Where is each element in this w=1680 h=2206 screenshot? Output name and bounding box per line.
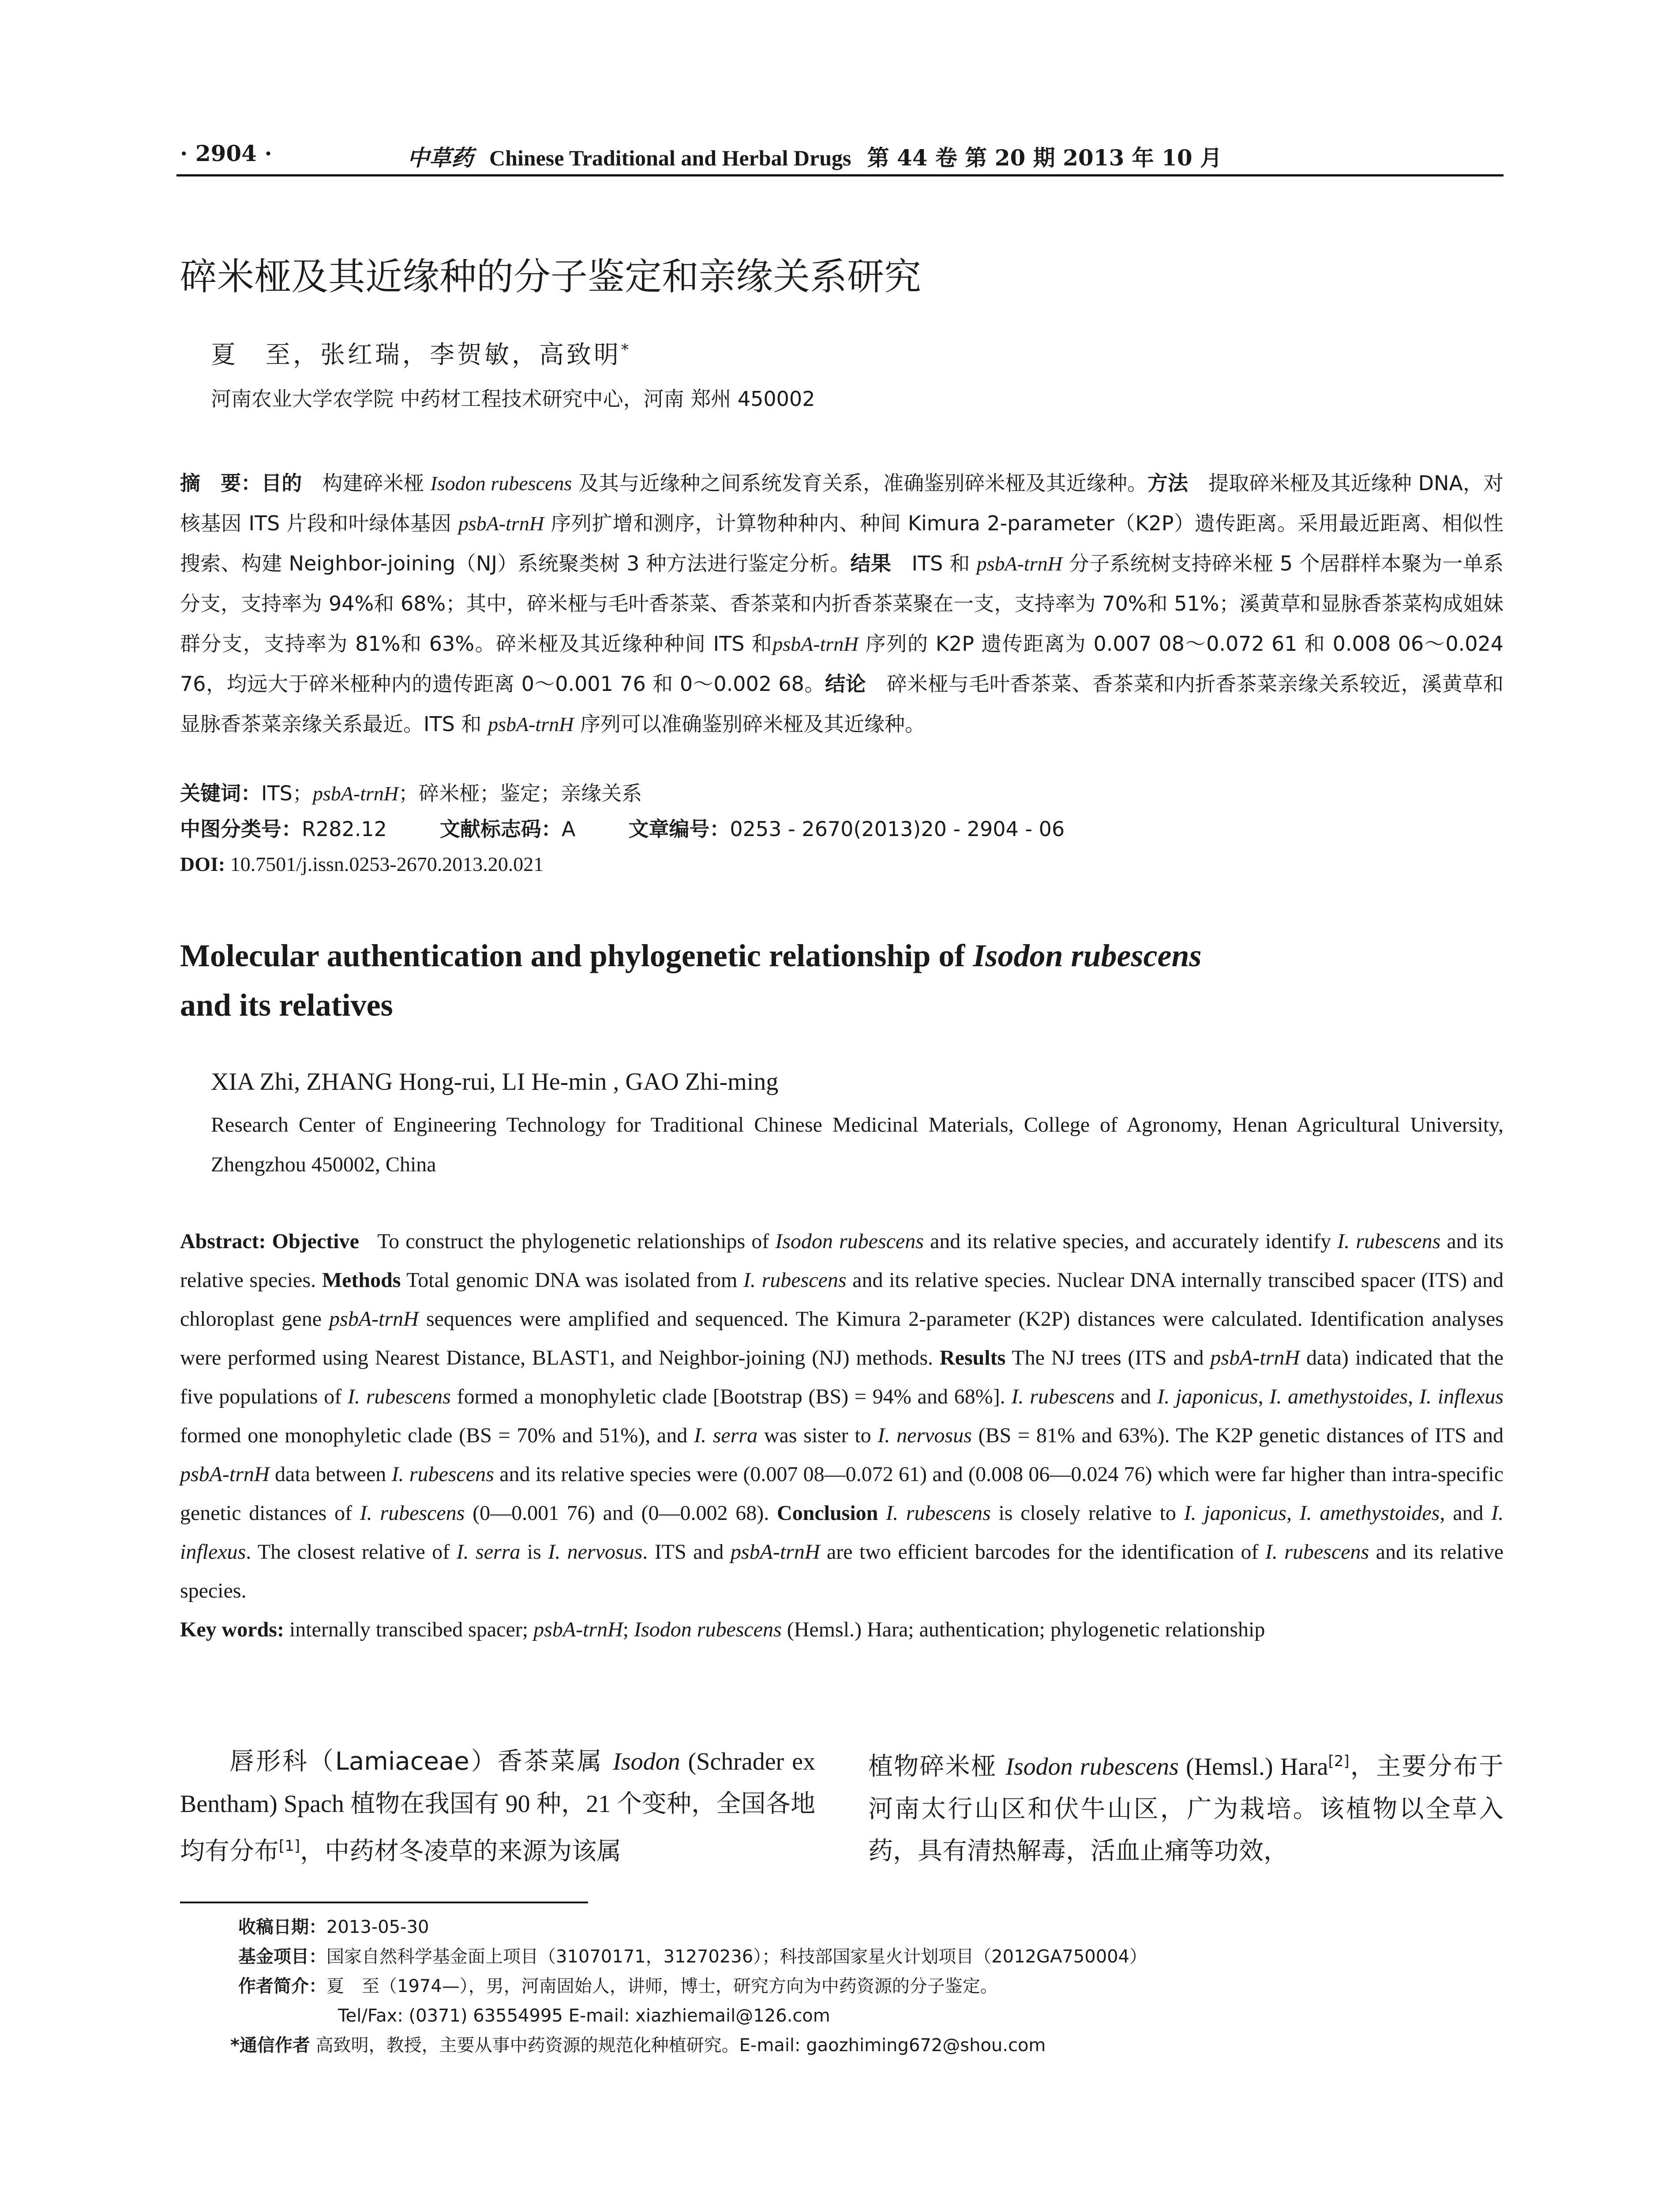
species-name: I. rubescens <box>360 1501 465 1525</box>
clc-label: 中图分类号： <box>180 817 302 841</box>
methods-label-cn: 方法 <box>1147 471 1189 495</box>
abstract-en-text: . The closest relative of <box>246 1540 457 1564</box>
clc-value: R282.12 <box>302 817 387 841</box>
abstract-en-text: and its relative species. Nuclear DNA internally transcibed spacer (ITS) and chloroplast gene <box>180 1268 1504 1331</box>
conclusion-label-en: Conclusion <box>776 1501 878 1525</box>
abstract-en-text: was sister to <box>758 1424 878 1447</box>
abstract-en-text: (BS = 81% and 63%). The K2P genetic distances of ITS and <box>971 1424 1504 1447</box>
body-text: ，中药材冬凌草的来源为该属 <box>300 1837 622 1866</box>
footnote-rule <box>180 1902 588 1903</box>
species-name: Isodon rubescens <box>775 1230 924 1253</box>
footnotes <box>230 1913 1500 2060</box>
title-en-text: Molecular authentication and phylogenetic relationship of <box>180 938 973 973</box>
keywords-cn <box>180 776 1504 811</box>
abstract-en-text: data) indicated that the five populations of <box>180 1346 1504 1408</box>
abstract-en-text: are two efficient barcodes for the identification of <box>820 1540 1265 1564</box>
abstract-en-text: and its relative species were (0.007 08—0.072 61) and (0.008 06—0.024 76) which were far higher than intra-specific genetic distances of <box>180 1463 1504 1525</box>
species-name: I. rubescens <box>1265 1540 1369 1564</box>
species-name: Isodon rubescens <box>973 938 1202 973</box>
gene-name: psbA-trnH <box>730 1540 820 1564</box>
page-number: · 2904 · <box>180 140 272 166</box>
footnote-value: 2013-05-30 <box>326 1917 429 1937</box>
species-name: I. inflexus <box>180 1501 1504 1564</box>
body-text: 唇形科（Lamiaceae）香茶菜属 <box>229 1747 613 1776</box>
species-name: I. nervosus <box>878 1424 972 1447</box>
gene-name: psbA-trnH <box>180 1463 270 1486</box>
body-column-left <box>180 1741 815 1873</box>
doi-value: 10.7501/j.issn.0253-2670.2013.20.021 <box>230 853 544 875</box>
species-name: I. serra <box>694 1424 758 1447</box>
classification-line <box>180 811 1504 847</box>
abstract-cn-text: 及其与近缘种之间系统发育关系，准确鉴别碎米桠及其近缘种。 <box>572 471 1148 495</box>
objective-label-cn: 目的 <box>261 471 302 495</box>
abstract-cn-text: 序列可以准确鉴别碎米桠及其近缘种。 <box>574 712 925 736</box>
footnote-corresponding <box>230 2031 1500 2060</box>
abstract-en-text: , <box>1408 1385 1419 1408</box>
keyword-en: ; <box>622 1618 634 1641</box>
abstract-cn-text: 序列扩增和测序，计算物种种内、种间 Kimura 2-parameter（K2P）遗传距离。采用最近距离、相似性搜索、构建 Neighbor-joining（NJ）系统聚类树 3 种方法进行鉴定分析。 <box>180 511 1504 575</box>
abstract-cn-text: 构建碎米桠 <box>322 471 431 495</box>
body-text: 植物碎米桠 <box>868 1752 1006 1781</box>
journal-name-en: Chinese Traditional and Herbal Drugs <box>489 146 851 170</box>
keyword-gene: psbA-trnH <box>533 1618 623 1641</box>
keyword: ；碎米桠；鉴定；亲缘关系 <box>398 781 642 805</box>
gene-name: psbA-trnH <box>329 1307 419 1331</box>
journal-line <box>407 140 1222 172</box>
abstract-en-text: is closely relative to <box>990 1501 1184 1525</box>
keyword: ITS； <box>261 781 313 805</box>
abstract-en-text: , <box>1258 1385 1270 1408</box>
abstract-en-text: and its relative species. <box>180 1230 1504 1292</box>
results-label-cn: 结果 <box>850 552 892 575</box>
abstract-en-text: Total genomic DNA was isolated from <box>401 1268 743 1292</box>
abstract-en-text: and its relative species, and accurately identify <box>923 1230 1338 1253</box>
corresponding-mark: * <box>621 341 631 359</box>
abstract-cn-text: 碎米桠与毛叶香茶菜、香茶菜和内折香茶菜亲缘关系较近，溪黄草和显脉香茶菜亲缘关系最近。ITS 和 <box>180 672 1504 736</box>
species-name: I. amethystoides <box>1299 1501 1440 1525</box>
species-name: I. rubescens <box>1011 1385 1115 1408</box>
footnote-label: *通信作者 <box>230 2035 310 2056</box>
abstract-en-text: data between <box>269 1463 392 1486</box>
abstract-cn-text: 分子系统树支持碎米桠 5 个居群样本聚为一单系分支，支持率为 94%和 68%；其中，碎米桠与毛叶香茶菜、香茶菜和内折香茶菜聚在一支，支持率为 70%和 51%；溪黄草和显脉香茶菜构成姐妹群分支，支持率为 81%和 63%。碎米桠及其近缘种种间 ITS 和 <box>180 552 1504 656</box>
abstract-en-text: sequences were amplified and sequenced. The Kimura 2-parameter (K2P) distances were calculated. Identification analyses were performed using Nearest Distance, BLAST1, and Neighbor-joining (NJ) methods. <box>180 1307 1504 1369</box>
title-cn: 碎米桠及其近缘种的分子鉴定和亲缘关系研究 <box>180 255 922 298</box>
abstract-cn-text: ITS 和 <box>911 552 977 575</box>
species-name: Isodon rubescens <box>1005 1753 1179 1781</box>
footnote-author <box>238 1972 1500 2001</box>
footnote-label: 作者简介： <box>238 1976 326 1996</box>
authors-en: XIA Zhi, ZHANG Hong-rui, LI He-min , GAO Zhi-ming <box>211 1068 779 1095</box>
species-name: I. inflexus <box>1419 1385 1504 1408</box>
keyword-en: internally transcibed spacer; <box>284 1618 534 1641</box>
header-rule <box>176 174 1504 176</box>
title-en <box>180 931 1504 1030</box>
abstract-en-text: The NJ trees (ITS and <box>1005 1346 1211 1369</box>
body-text: (Hemsl.) Hara <box>1178 1753 1328 1781</box>
footnote-label: 基金项目： <box>238 1947 326 1967</box>
species-name: I. rubescens <box>1337 1230 1441 1253</box>
affiliation-en: Research Center of Engineering Technology for Traditional Chinese Medicinal Materials, College of Agronomy, Henan Agricultural University, Zhengzhou 450002, China <box>211 1113 1504 1176</box>
abstract-en-text: , <box>1286 1501 1300 1525</box>
objective-label-en: Abstract: Objective <box>180 1230 359 1253</box>
authors-cn <box>211 335 631 371</box>
footnote-value: 夏 至（1974—），男，河南固始人，讲师，博士，研究方向为中药资源的分子鉴定。 <box>326 1976 998 1996</box>
species-name: I. serra <box>456 1540 521 1564</box>
article-meta <box>180 776 1504 882</box>
journal-issue: 第 44 卷 第 20 期 2013 年 10 月 <box>867 145 1222 171</box>
gene-name: psbA-trnH <box>488 713 574 735</box>
article-number-value: 0253 - 2670(2013)20 - 2904 - 06 <box>730 817 1065 841</box>
abstract-en-text: formed a monophyletic clade [Bootstrap (BS) = 94% and 68%]. <box>450 1385 1012 1408</box>
gene-name: psbA-trnH <box>772 633 859 655</box>
keyword-gene: psbA-trnH <box>312 782 399 805</box>
body-text: ，主要分布于河南太行山区和伏牛山区，广为栽培。该植物以全草入药，具有清热解毒，活血止痛等功效， <box>868 1752 1504 1865</box>
citation-ref: [2] <box>1328 1752 1350 1770</box>
body-column-right <box>868 1741 1504 1872</box>
gene-name: psbA-trnH <box>1210 1346 1300 1369</box>
doi-line <box>180 847 1504 882</box>
title-en-text: and its relatives <box>180 987 393 1023</box>
abstract-en-text: To construct the phylogenetic relationships of <box>377 1230 776 1253</box>
doc-code-label: 文献标志码： <box>439 817 562 841</box>
species-name: I. rubescens <box>886 1501 991 1525</box>
footnote-received <box>238 1913 1500 1942</box>
doi-label: DOI: <box>180 853 225 875</box>
abstract-en-text: . ITS and <box>642 1540 731 1564</box>
body-text: (Schrader ex Bentham) Spach 植物在我国有 90 种，21 个变种，全国各地均有分布 <box>180 1748 815 1865</box>
conclusion-label-cn: 结论 <box>825 672 866 696</box>
keywords-en-label: Key words: <box>180 1618 284 1641</box>
authors-cn-names: 夏 至，张红瑞，李贺敏，高致明 <box>211 341 621 369</box>
footnote-contact: Tel/Fax: (0371) 63554995 E-mail: xiazhiemail@126.com <box>338 2006 830 2026</box>
footnote-value: 国家自然科学基金面上项目（31070171，31270236）；科技部国家星火计划项目（2012GA750004） <box>326 1947 1148 1967</box>
species-name: I. japonicus <box>1184 1501 1286 1525</box>
gene-name: psbA-trnH <box>976 552 1062 575</box>
doc-code-value: A <box>561 817 576 841</box>
article-number-label: 文章编号： <box>628 817 730 841</box>
abstract-en <box>180 1222 1504 1649</box>
running-header <box>180 140 1504 176</box>
citation-ref: [1] <box>279 1837 300 1855</box>
species-name: I. rubescens <box>743 1268 847 1292</box>
abstract-en-text <box>878 1501 886 1525</box>
results-label-en: Results <box>939 1346 1006 1369</box>
species-name: I. nervosus <box>548 1540 643 1564</box>
methods-label-en: Methods <box>322 1268 401 1292</box>
footnote-value: 高致明，教授，主要从事中药资源的规范化种植研究。E-mail: gaozhiming672@shou.com <box>310 2035 1046 2056</box>
keyword-en: (Hemsl.) Hara; authentication; phylogenetic relationship <box>781 1618 1265 1641</box>
footnote-label: 收稿日期： <box>238 1917 326 1937</box>
affiliation-cn: 河南农业大学农学院 中药材工程技术研究中心，河南 郑州 450002 <box>211 387 815 411</box>
gene-name: psbA-trnH <box>458 512 544 535</box>
species-name: I. rubescens <box>391 1463 494 1486</box>
abstract-cn <box>180 463 1504 744</box>
species-name: Isodon rubescens <box>430 472 572 495</box>
abstract-en-text: , and <box>1440 1501 1492 1525</box>
abstract-cn-text: 提取碎米桠及其近缘种 DNA，对核基因 ITS 片段和叶绿体基因 <box>180 471 1504 535</box>
abstract-en-text: (0—0.001 76) and (0—0.002 68). <box>465 1501 777 1525</box>
abstract-en-text: is <box>520 1540 548 1564</box>
footnote-fund <box>238 1942 1500 1972</box>
abstract-cn-text: 序列的 K2P 遗传距离为 0.007 08～0.072 61 和 0.008 06～0.024 76，均远大于碎米桠种内的遗传距离 0～0.001 76 和 0～0.002 68。 <box>180 632 1504 696</box>
species-name: I. amethystoides <box>1269 1385 1408 1408</box>
genus-name: Isodon <box>613 1748 680 1775</box>
species-name: I. japonicus <box>1157 1385 1258 1408</box>
journal-name-cn: 中草药 <box>407 145 473 171</box>
species-name: Isodon rubescens <box>634 1618 782 1641</box>
abstract-en-text: and its relative species. <box>180 1540 1504 1602</box>
abstract-en-text: formed one monophyletic clade (BS = 70% and 51%), and <box>180 1424 694 1447</box>
species-name: I. rubescens <box>348 1385 451 1408</box>
abstract-cn-label: 摘 要： <box>180 471 262 495</box>
abstract-en-text: and <box>1114 1385 1158 1408</box>
keywords-cn-label: 关键词： <box>180 781 261 805</box>
